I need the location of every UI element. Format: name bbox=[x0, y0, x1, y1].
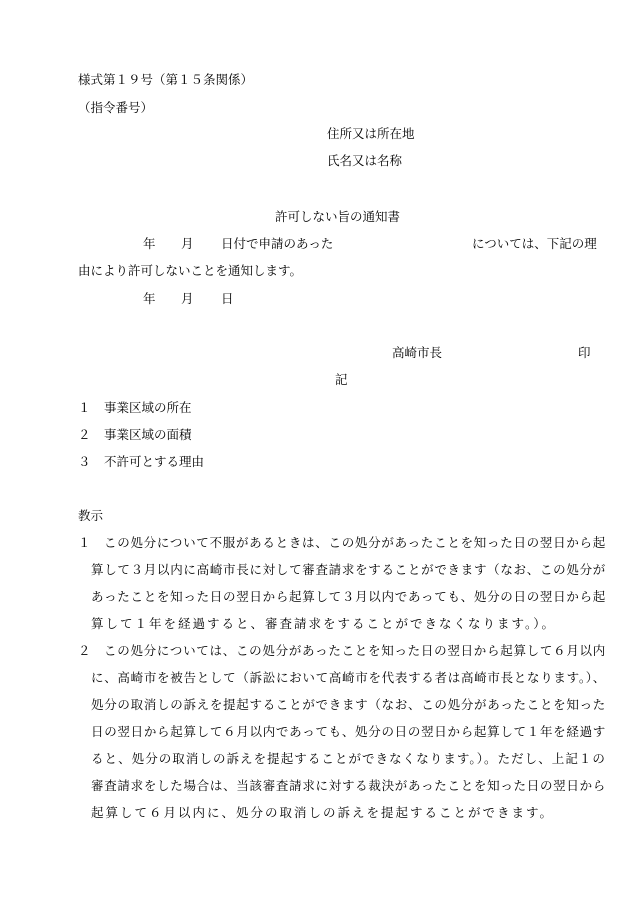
issuer: 高崎市長 bbox=[392, 345, 443, 360]
list-item-label: 事業区域の所在 bbox=[104, 400, 192, 415]
instruction-1-line: あったことを知った日の翌日から起算して３月以内であっても、処分の日の翌日から起 bbox=[91, 589, 606, 604]
instruction-heading: 教示 bbox=[78, 508, 104, 523]
instruction-2-line: 処分の取消しの訴えを提起することができます（なお、この処分があったことを知った bbox=[91, 697, 606, 712]
list-item-label: 不許可とする理由 bbox=[104, 454, 205, 469]
designation-number: （指令番号） bbox=[78, 100, 154, 115]
instruction-1-line: 算して３月以内に高崎市長に対して審査請求をすることができます（なお、この処分が bbox=[91, 562, 606, 577]
instruction-2-line: 審査請求をした場合は、当該審査請求に対する裁決があったことを知った日の翌日から bbox=[91, 778, 606, 793]
list-item-num: １ bbox=[78, 400, 91, 415]
instruction-2-line: 起算して６月以内に、処分の取消しの訴えを提起することができます。 bbox=[91, 805, 555, 820]
instruction-2-line: ると、処分の取消しの訴えを提起することができなくなります。）。ただし、上記１の bbox=[91, 751, 606, 766]
address-label: 住所又は所在地 bbox=[327, 126, 415, 141]
form-number: 様式第１９号（第１５条関係） bbox=[78, 72, 254, 87]
instruction-1-num: １ bbox=[78, 535, 91, 550]
issue-year: 年 bbox=[143, 291, 156, 306]
instruction-2-num: ２ bbox=[78, 643, 91, 658]
application-subject-text: については、下記の理 bbox=[472, 236, 597, 251]
application-month: 月 bbox=[181, 236, 194, 251]
ki-heading: 記 bbox=[335, 372, 348, 387]
instruction-1-line: 算して１年を経過すると、審査請求をすることができなくなります。）。 bbox=[91, 616, 557, 631]
application-day-text: 日付で申請のあった bbox=[221, 236, 334, 251]
notice-body-line2: 由により許可しないことを通知します。 bbox=[78, 263, 303, 278]
application-year: 年 bbox=[143, 236, 156, 251]
list-item-label: 事業区域の面積 bbox=[104, 427, 192, 442]
list-item-num: ３ bbox=[78, 454, 91, 469]
instruction-1-line: この処分について不服があるときは、この処分があったことを知った日の翌日から起 bbox=[104, 535, 606, 550]
instruction-2-line: この処分については、この処分があったことを知った日の翌日から起算して６月以内 bbox=[104, 643, 606, 658]
notice-title: 許可しない旨の通知書 bbox=[275, 209, 401, 224]
list-item-num: ２ bbox=[78, 427, 91, 442]
seal-mark: 印 bbox=[578, 345, 591, 360]
issue-month: 月 bbox=[181, 291, 194, 306]
instruction-2-line: 日の翌日から起算して６月以内であっても、処分の日の翌日から起算して１年を経過す bbox=[91, 724, 606, 739]
instruction-2-line: に、高崎市を被告として（訴訟において高崎市を代表する者は高崎市長となります。）、 bbox=[91, 670, 606, 685]
issue-day: 日 bbox=[221, 291, 234, 306]
name-label: 氏名又は名称 bbox=[327, 153, 403, 168]
